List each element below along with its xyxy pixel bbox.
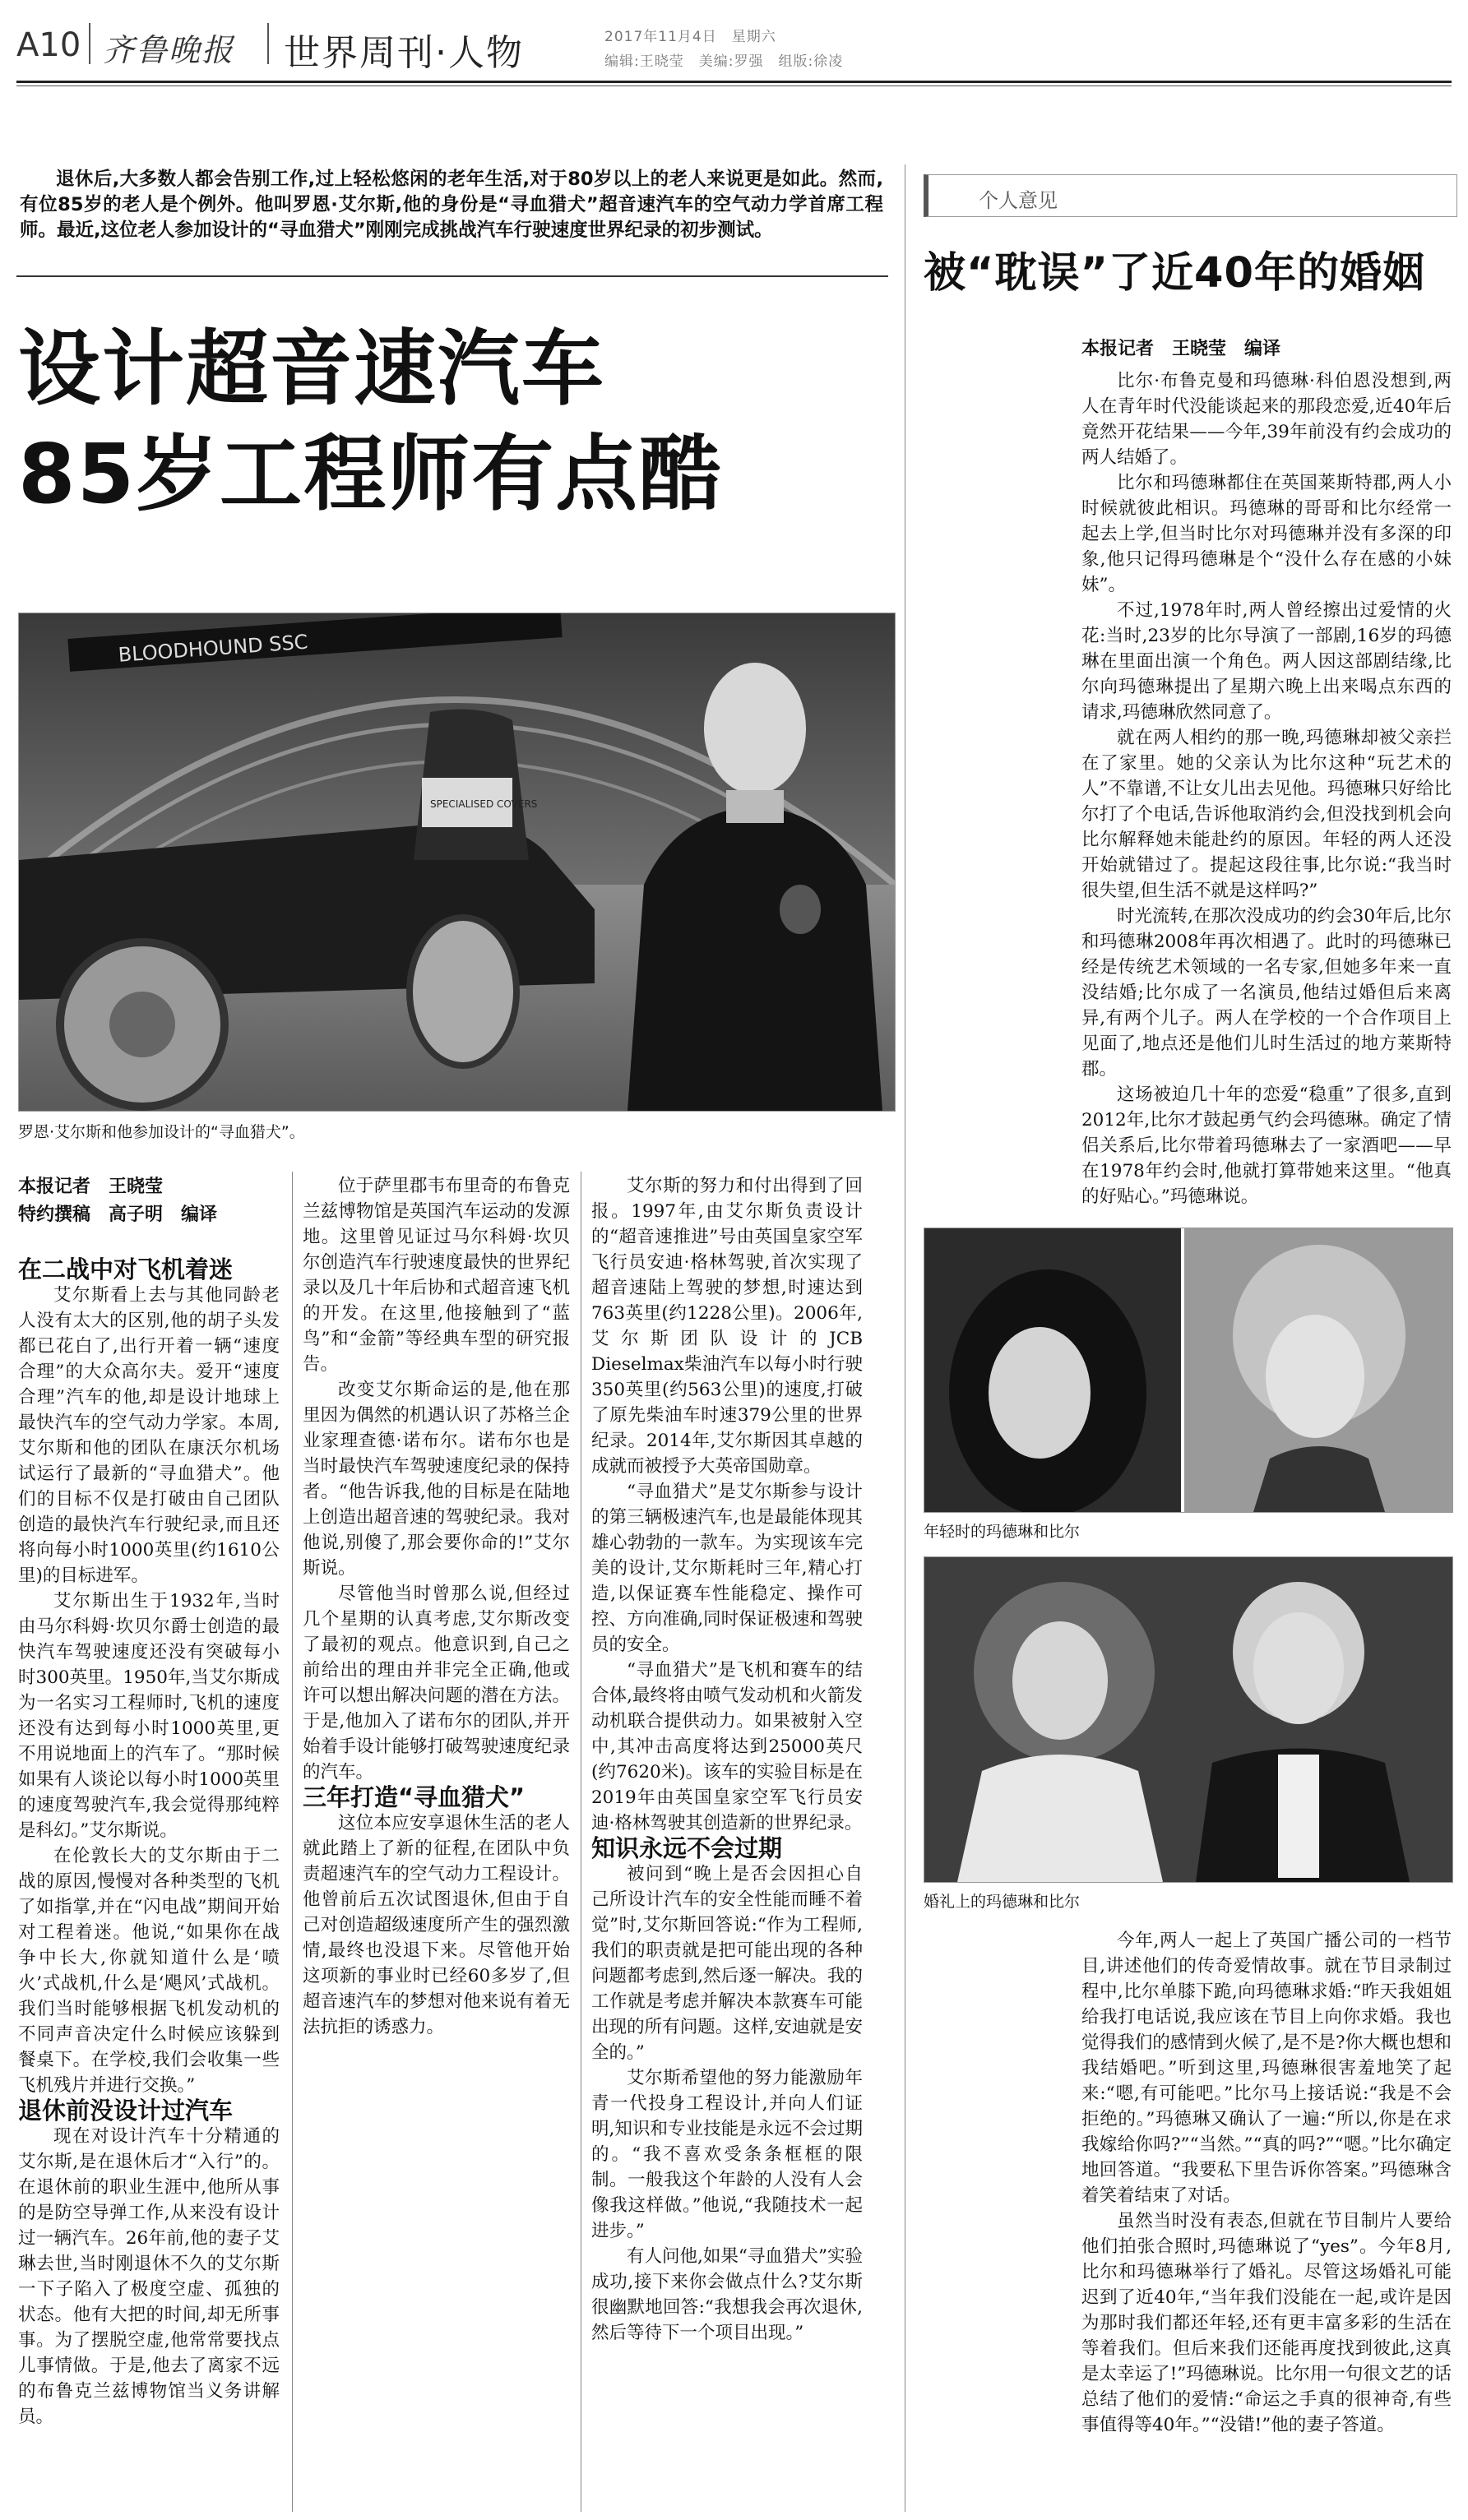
banner-sign-text: BLOODHOUND SSC — [117, 630, 309, 667]
subheading-2: 退休前没设计过汽车 — [18, 2097, 234, 2125]
masthead-rule — [16, 81, 1452, 83]
opinion-column-top — [1081, 335, 1452, 1209]
young-couple-photo — [924, 1228, 1453, 1513]
hangar-car-photo — [19, 613, 895, 1111]
article-column-1 — [18, 1173, 280, 2430]
paragraph: 被问到“晚上是否会因担心自己所设计汽车的安全性能而睡不着觉”时,艾尔斯回答说:“作为工程师,我们的职责就是把可能出现的各种问题都考虑到,然后逐一解决。我的工作就是考虑并解决本款赛车可能出现的所有问题。这样,安迪就是安全的。” — [591, 1864, 863, 2063]
car-sponsor-text: SPECIALISED COVERS — [430, 798, 538, 810]
paragraph: 时光流转,在那次没成功的约会30年后,比尔和玛德琳2008年再次相遇了。此时的玛德琳已经是传统艺术领域的一名专家,但她多年来一直没结婚;比尔成了一名演员,他结过婚但后来离异,有两个儿子。两人在学校的一个合作项目上见面了,地点还是他们儿时生活过的地方莱斯特郡。 — [1081, 906, 1452, 1080]
wedding-portrait — [924, 1557, 1452, 1882]
opinion-label: 个人意见 — [979, 189, 1058, 212]
main-headline — [18, 317, 723, 527]
byline-reporter: 本报记者 王晓莹 — [18, 1177, 164, 1197]
paragraph: “寻血猎犬”是艾尔斯参与设计的第三辆极速汽车,也是最能体现其雄心勃勃的一款车。为实现该车完美的设计,艾尔斯耗时三年,精心打造,以保证赛车性能稳定、操作可控、方向准确,同时保证极速和驾驶员的安全。 — [591, 1482, 863, 1655]
opinion-column-bottom — [1081, 1928, 1452, 2438]
wedding-photo-caption: 婚礼上的玛德琳和比尔 — [924, 1893, 1081, 1911]
column-divider — [292, 1172, 293, 2512]
headline-line-1: 设计超音速汽车 — [18, 321, 605, 417]
article-column-3 — [591, 1173, 863, 2346]
paragraph: 位于萨里郡韦布里奇的布鲁克兰兹博物馆是英国汽车运动的发源地。这里曾见证过马尔科姆·坎贝尔创造汽车行驶速度最快的世界纪录以及几十年后协和式超音速飞机的开发。在这里,他接触到了“蓝鸟”和“金箭”等经典车型的研究报告。 — [303, 1176, 570, 1375]
young-photo-caption: 年轻时的玛德琳和比尔 — [924, 1523, 1081, 1541]
paragraph: “寻血猎犬”是飞机和赛车的结合体,最终将由喷气发动机和火箭发动机联合提供动力。如果被射入空中,其冲击高度将达到25000英尺(约7620米)。该车的实验目标是在2019年由英国皇家空军飞行员安迪·格林驾驶其创造新的世界纪录。 — [591, 1660, 863, 1833]
paragraph: 在伦敦长大的艾尔斯由于二战的原因,慢慢对各种类型的飞机了如指掌,并在“闪电战”期间开始对工程着迷。他说,“如果你在战争中长大,你就知道什么是‘喷火’式战机,什么是‘飓风’式战机。我们当时能够根据飞机发动机的不同声音决定什么时候应该躲到餐桌下。在学校,我们会收集一些飞机残片并进行交换。” — [18, 1846, 280, 2096]
subheading-1: 在二战中对飞机着迷 — [18, 1255, 234, 1283]
paragraph: 尽管他当时曾那么说,但经过几个星期的认真考虑,艾尔斯改变了最初的观点。他意识到,自己之前给出的理由并非完全正确,他或许可以想出解决问题的潜在方法。于是,他加入了诺布尔的团队,并开始着手设计能够打破驾驶速度纪录的汽车。 — [303, 1584, 570, 1782]
subheading-3: 三年打造“寻血猎犬” — [303, 1783, 526, 1811]
editor-credits: 编辑:王晓莹 美编:罗强 组版:徐凌 — [604, 53, 844, 70]
article-lead: 退休后,大多数人都会告别工作,过上轻松悠闲的老年生活,对于80岁以上的老人来说更是如此。然而,有位85岁的老人是个例外。他叫罗恩·艾尔斯,他的身份是“寻血猎犬”超音速汽车的空气动力学首席工程师。最近,这位老人参加设计的“寻血猎犬”刚刚完成挑战汽车行驶速度世界纪录的初步测试。 — [20, 169, 883, 241]
byline-writer: 特约撰稿 高子明 编译 — [18, 1205, 218, 1225]
paragraph: 现在对设计汽车十分精通的艾尔斯,是在退休后才“入行”的。在退休前的职业生涯中,他所从事的是防空导弹工作,从来没有设计过一辆汽车。26年前,他的妻子艾琳去世,当时刚退休不久的艾尔斯一下子陷入了极度空虚、孤独的状态。他有大把的时间,却无所事事。为了摆脱空虚,他常常要找点儿事情做。于是,他去了离家不远的布鲁克兰兹博物馆当义务讲解员。 — [18, 2126, 280, 2427]
opinion-byline: 本报记者 王晓莹 编译 — [1081, 339, 1281, 359]
paragraph: 艾尔斯看上去与其他同龄老人没有太大的区别,他的胡子头发都已花白了,出行开着一辆“速度合理”的大众高尔夫。爱开“速度合理”汽车的他,却是设计地球上最快汽车的空气动力学家。本周,艾尔斯和他的团队在康沃尔机场试运行了最新的“寻血猎犬”。他们的目标不仅是打破由自己团队创造的最快汽车行驶纪录,而且还将向每小时1000英里(约1610公里)的目标进军。 — [18, 1285, 280, 1586]
masthead-divider — [89, 23, 90, 64]
article-column-2 — [303, 1173, 570, 2040]
main-photo — [18, 613, 896, 1112]
paragraph: 今年,两人一起上了英国广播公司的一档节目,讲述他们的传奇爱情故事。就在节目录制过程中,比尔单膝下跪,向玛德琳求婚:“昨天我姐姐给我打电话说,我应该在节目上向你求婚。我也觉得我们的感情到火候了,是不是?你大概也想和我结婚吧。”听到这里,玛德琳很害羞地笑了起来:“嗯,有可能吧。”比尔马上接话说:“我是不会拒绝的。”玛德琳又确认了一遍:“所以,你是在求我嫁给你吗?”“当然。”“真的吗?”“嗯。”比尔确定地回答道。“我要私下里告诉你答案。”玛德琳含着笑着结束了对话。 — [1081, 1930, 1452, 2206]
paragraph: 不过,1978年时,两人曾经擦出过爱情的火花:当时,23岁的比尔导演了一部剧,16岁的玛德琳在里面出演一个角色。两人因这部剧结缘,比尔向玛德琳提出了星期六晚上出来喝点东西的请求,玛德琳欣然同意了。 — [1081, 600, 1452, 723]
paragraph: 比尔和玛德琳都住在英国莱斯特郡,两人小时候就彼此相识。玛德琳的哥哥和比尔经常一起去上学,但当时比尔对玛德琳并没有多深的印象,他只记得玛德琳是个“没什么存在感的小妹妹”。 — [1081, 473, 1452, 595]
page-number: A10 — [16, 26, 81, 64]
paragraph: 艾尔斯的努力和付出得到了回报。1997年,由艾尔斯负责设计的“超音速推进”号由英国皇家空军飞行员安迪·格林驾驶,首次实现了超音速陆上驾驶的梦想,时速达到763英里(约1228公里)。2006年,艾尔斯团队设计的JCB Dieselmax柴油汽车以每小时行驶350英里(约563公里)的速度,打破了原先柴油车时速379公里的世界纪录。2014年,艾尔斯因其卓越的成就而被授予大英帝国勋章。 — [591, 1176, 863, 1477]
wedding-photo — [924, 1556, 1453, 1883]
paragraph: 虽然当时没有表态,但就在节目制片人要给他们拍张合照时,玛德琳说了“yes”。今年8月,比尔和玛德琳举行了婚礼。尽管这场婚礼可能迟到了近40年,“当年我们没能在一起,或许是因为那时我们都还年轻,还有更丰富多彩的生活在等着我们。但后来我们还能再度找到彼此,这真是太幸运了!”玛德琳说。比尔用一句很文艺的话总结了他们的爱情:“命运之手真的很神奇,有些事值得等40年。”“没错!”他的妻子答道。 — [1081, 2211, 1452, 2435]
paragraph: 艾尔斯出生于1932年,当时由马尔科姆·坎贝尔爵士创造的最快汽车驾驶速度还没有突破每小时300英里。1950年,当艾尔斯成为一名实习工程师时,飞机的速度还没有达到每小时1000英里,更不用说地面上的汽车了。“那时候如果有人谈论以每小时1000英里的速度驾驶汽车,我会觉得那纯粹是科幻。”艾尔斯说。 — [18, 1591, 280, 1841]
paragraph: 这位本应安享退休生活的老人就此踏上了新的征程,在团队中负责超速汽车的空气动力工程设计。他曾前后五次试图退休,但由于自己对创造超级速度所产生的强烈激情,最终也没退下来。尽管他开始这项新的事业时已经60多岁了,但超音速汽车的梦想对他来说有着无法抗拒的诱惑力。 — [303, 1813, 570, 2037]
paragraph: 这场被迫几十年的恋爱“稳重”了很多,直到2012年,比尔才鼓起勇气约会玛德琳。确定了情侣关系后,比尔带着玛德琳去了一家酒吧——早在1978年约会时,他就打算带她来这里。“他真的好贴心。”玛德琳说。 — [1081, 1084, 1452, 1207]
newspaper-logo: 齐鲁晚报 — [103, 32, 235, 68]
paragraph: 有人问他,如果“寻血猎犬”实验成功,接下来你会做点什么?艾尔斯很幽默地回答:“我想我会再次退休,然后等待下一个项目出现。” — [591, 2246, 863, 2343]
opinion-headline: 被“耽误”了近40年的婚姻 — [924, 249, 1426, 298]
paragraph: 改变艾尔斯命运的是,他在那里因为偶然的机遇认识了苏格兰企业家理查德·诺布尔。诺布尔也是当时最快汽车驾驶速度纪录的保持者。“他告诉我,他的目标是在陆地上创造出超音速的驾驶纪录。我对他说,别傻了,那会要你命的!”艾尔斯说。 — [303, 1380, 570, 1579]
lead-rule — [16, 275, 888, 277]
issue-date: 2017年11月4日 星期六 — [604, 29, 776, 45]
headline-line-2: 85岁工程师有点酷 — [18, 426, 724, 522]
young-portraits — [924, 1228, 1452, 1512]
masthead-divider — [267, 23, 269, 64]
main-photo-caption: 罗恩·艾尔斯和他参加设计的“寻血猎犬”。 — [18, 1123, 305, 1141]
section-title: 世界周刊·人物 — [284, 32, 524, 74]
paragraph: 艾尔斯希望他的努力能激励年青一代投身工程设计,并向人们证明,知识和专业技能是永远不会过期的。“我不喜欢受条条框框的限制。一般我这个年龄的人没有人会像我这样做。”他说,“我随技术一起进步。” — [591, 2068, 863, 2241]
subheading-4: 知识永远不会过期 — [591, 1834, 783, 1862]
paragraph: 就在两人相约的那一晚,玛德琳却被父亲拦在了家里。她的父亲认为比尔这种“玩艺术的人”不靠谱,不让女儿出去见他。玛德琳只好给比尔打了个电话,告诉他取消约会,但没找到机会向比尔解释她未能赴约的原因。年轻的两人还没开始就错过了。提起这段往事,比尔说:“我当时很失望,但生活不就是这样吗?” — [1081, 728, 1452, 901]
paragraph: 比尔·布鲁克曼和玛德琳·科伯恩没想到,两人在青年时代没能谈起来的那段恋爱,近40年后竟然开花结果——今年,39年前没有约会成功的两人结婚了。 — [1081, 371, 1452, 468]
